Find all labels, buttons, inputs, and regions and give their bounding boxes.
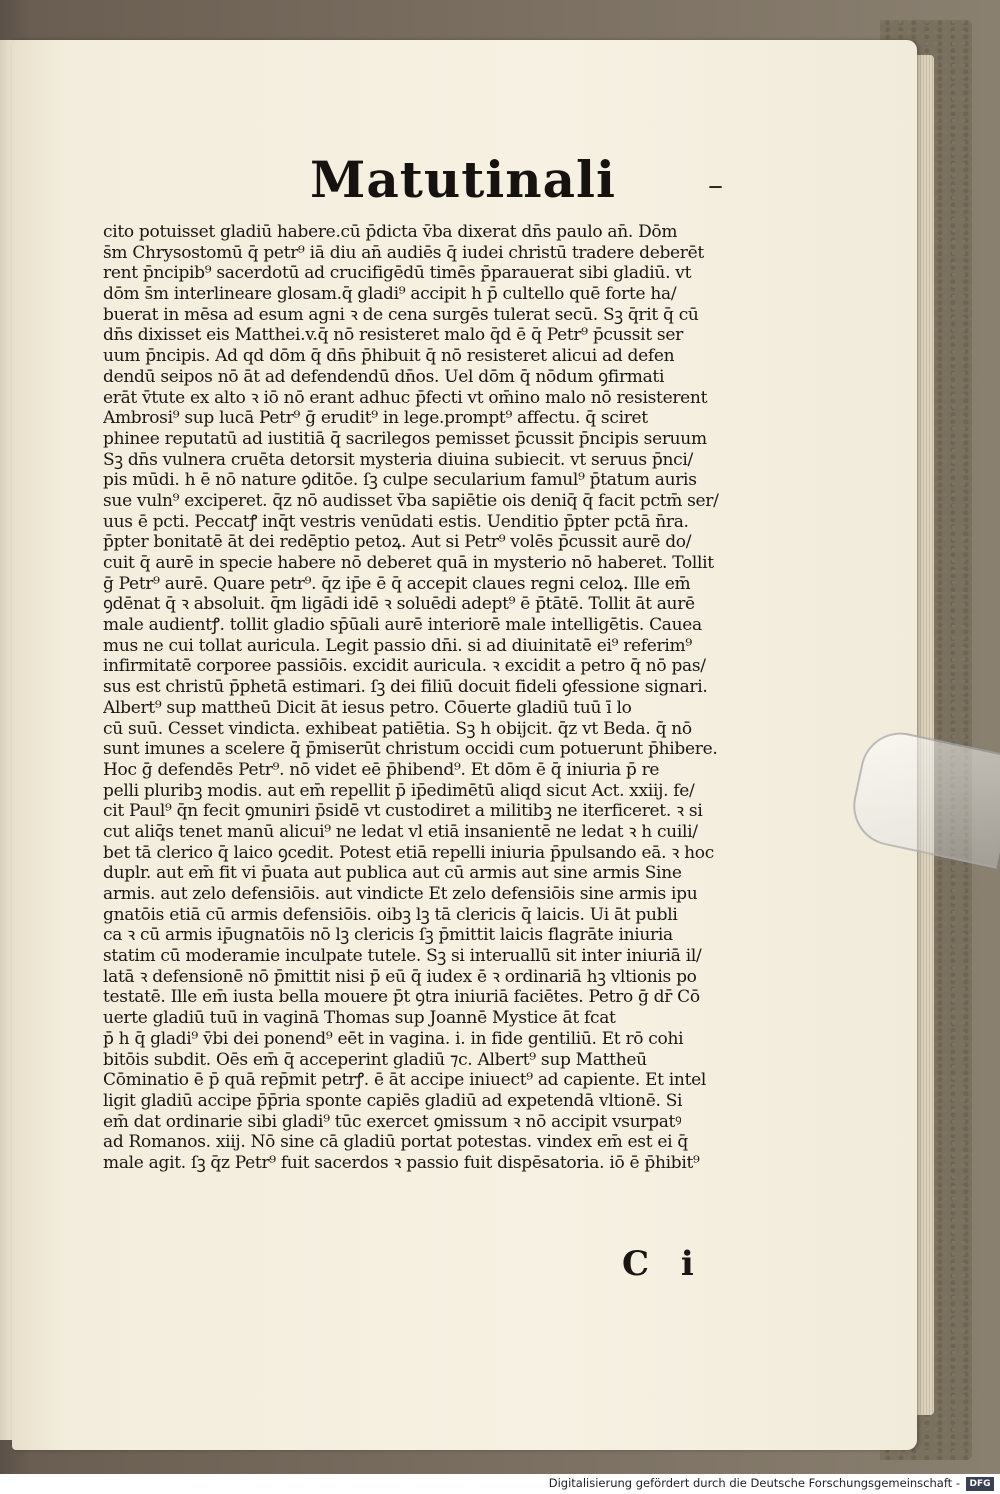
text-line: testatē. Ille em̄ iusta bella mouere p̄t ꝯtra iniuriā faciētes. Petro ḡ dr̄ Cō — [103, 987, 700, 1008]
text-line: ligit̄ gladiū accipe p̄p̄ria sponte capiēs gladiū ad expetendā vltionē. Si — [103, 1090, 683, 1111]
text-line: uum p̄ncipis. Ad qd̄ dōm q̄ dn̄s p̄hibuit q̄ nō resisteret alicui ad defen — [103, 346, 675, 367]
text-line: dn̄s dixisset eis Matthei.v.q̄ nō resisteret malo q̄d ē q̄ Petr⁹ p̄cussit ser — [103, 325, 683, 346]
text-line: male agit. ſꝫ q̄z Petr⁹ fuit sacerdos ꝛ passio fuit dispēsatoria. iō ē p̄hibit⁹ — [103, 1152, 700, 1173]
text-line: sue vuln⁹ exciperet. q̄z nō audisset v̄ba sapiētie ois deniq̄ q̄ facit pctm̄ ser/ — [103, 490, 719, 511]
text-line: male audientꝭ. tollit gladio sp̄ūali aurē interiorē male intelligētis. Cauea — [103, 615, 702, 636]
running-head-mark: – — [708, 168, 723, 203]
text-line: pelli pluribꝫ modis. aut em̄ repellit̄ p̄ ip̄edimētū aliqd̄ sicut Act. xxiij. fe/ — [103, 780, 695, 801]
text-line: armis. aut zelo defensiōis. aut vindicte Et zelo defensiōis sine armis ipu — [103, 884, 698, 904]
text-line: Hoc ḡ defendēs Petr⁹. nō videt̄ eē p̄hibend⁹. Et dōm ē q̄ iniuria p̄ re — [103, 759, 660, 780]
text-line: pis mūdi. h̄ ē nō nature ꝯditōe. ſꝫ culpe secularium famul⁹ p̄tatum auris — [103, 470, 697, 491]
text-line: ꝯdēnat q̄ ꝛ absoluit. q̄m ligādi idē ꝛ soluēdi adept⁹ ē p̄tātē. Tollit āt aurē — [103, 594, 695, 615]
text-line: latā ꝛ defensionē nō p̄mittit̄ nisi p̄ eū q̄ iudex ē ꝛ ordinariā hꝫ vltionis po — [103, 966, 697, 987]
text-line: infirmitatē corporee passiōis. excidit auricula. ꝛ excidit a petro q̄ nō pas/ — [103, 656, 706, 677]
footer-bar — [0, 1474, 1000, 1494]
text-line: p̄pter bonitatē āt dei redēptio petoꝝ. Aut si Petr⁹ volēs p̄cussit aurē do/ — [103, 532, 692, 553]
text-line: dendū seipos nō āt ad defendendū dn̄os. Uel dōm q̄ nōdum ꝯfirmati — [103, 366, 665, 387]
text-line: cit Paul⁹ q̄n fecit ꝯmuniri p̄sidē vt custodiret̄ a militibꝫ ne iterficeret̄. ꝛ si — [103, 801, 703, 822]
text-line: Albert⁹ sup mattheū Dicit āt iesus petro. Cōuerte gladiū tuū ī lo — [103, 697, 632, 718]
running-head: Matutinali — [310, 150, 617, 209]
text-line: uerte gladiū tuū in vaginā Thomas sup Joannē Mystice āt fcat̄ — [103, 1008, 616, 1029]
text-line: p̄ h̄ q̄ gladi⁹ v̄bi dei ponend⁹ eēt in vagina. i. in fide gentiliū. Et rō cohi — [103, 1028, 684, 1049]
text-line: ḡ Petr⁹ aurē. Quare petr⁹. q̄z ip̄e ē q̄ accepit claues regni celoꝝ. Ille em̄ — [103, 573, 691, 594]
signature-mark: C i — [622, 1244, 704, 1284]
text-line: em̄ dat̄ ordinarie sibi gladi⁹ tūc exercet ꝯmissum ꝛ nō accipit vsurpatꝰ — [103, 1111, 682, 1132]
text-line: Cōminatio ē p̄ quā rep̄mit petrꝭ. ē āt accipe iniuect⁹ ad capiente. Et intel — [103, 1070, 707, 1091]
dfg-logo: DFG — [966, 1477, 994, 1491]
text-line: cito potuisset gladiū habere.cū p̄dicta v̄ba dixerat dn̄s paulo an̄. Dōm — [103, 222, 678, 242]
text-line: cū suū. Cesset vindicta. exhibeat̄ patiētia. Sꝫ h̄ obijcit̄. q̄z vt Beda. q̄ nō — [103, 718, 692, 739]
text-line: erāt v̄tute ex alto ꝛ iō nō erant adhuc p̄fecti vt om̄ino malo nō resisterent — [103, 387, 708, 408]
text-line: Ambrosi⁹ sup lucā Petr⁹ ḡ erudit⁹ in lege.prompt⁹ affectu. q̄ sciret — [103, 408, 648, 429]
text-line: sunt imunes a scelere q̄ p̄miserūt christum occidi cum potuerunt p̄hibere. — [103, 739, 718, 760]
text-line: rent p̄ncipib⁹ sacerdotū ad crucifigēdū timēs p̄parauerat sibi gladiū. vt — [103, 263, 692, 284]
text-line: ca ꝛ cū armis ip̄ugnatōis nō lꝫ clericis ſꝫ p̄mittit̄ laicis flagrāte iniuria — [103, 925, 673, 946]
text-line: gnatōis etiā cū armis defensiōis. oibꝫ lꝫ tā clericis q̄ laicis. Ui āt publi — [103, 904, 678, 925]
text-line: dupl̄r. aut em̄ fit vi p̄uata aut publica aut cū armis aut sine armis Sine — [103, 863, 682, 884]
text-line: sus est christū p̄phetā estimari. ſꝫ dei filiū docuit fideli ꝯfessione signari. — [103, 677, 708, 698]
text-line: cut aliq̄s tenet manū alicui⁹ ne ledat vl̄ etiā insanientē ne ledat ꝛ h̄ cuili/ — [103, 821, 698, 842]
text-line: ad Romanos. xiij. Nō sine cā gladiū portat potestas. vindex em̄ est ei q̄ — [103, 1132, 688, 1153]
text-line: uus ē pcti. Peccatꝭ inq̄t vestris venūdati estis. Uenditio p̄pter pctā n̄ra. — [103, 511, 689, 532]
text-column — [103, 222, 743, 1174]
text-line: dōm s̄m interlineare glosam.q̄ gladi⁹ accipit̄ h̄ p̄ cultello quē forte ha/ — [103, 284, 677, 305]
text-line: Sꝫ dn̄s vulnera cruēta detorsit mysteria diuina subiecit. vt seruus p̄nci/ — [103, 449, 693, 470]
text-line: statim cū moderamie inculpate tutele. Sꝫ si interuallū sit inter iniuriā il/ — [103, 946, 702, 967]
text-line: s̄m Chrysostomū q̄ petr⁹ iā diu an̄ audiēs q̄ iudei christū tradere deberēt — [103, 242, 704, 263]
text-line: buerat in mēsa ad esum agni ꝛ de cena surgēs tulerat secū. Sꝫ q̄rit̄ q̄ cū — [103, 304, 699, 325]
text-line: phinee reputatū ad iustitiā q̄ sacrilegos pemisset p̄cussit p̄ncipis seruum — [103, 428, 707, 449]
footer-credit: Digitalisierung gefördert durch die Deutsche Forschungsgemeinschaft - — [548, 1476, 960, 1490]
text-line: cuit q̄ aurē in specie habere nō deberet quā in mysterio nō haberet. Tollit — [103, 553, 714, 573]
text-line: bet tā clerico q̄ laico ꝯcedit̄. Potest etiā repelli iniuria p̄pulsando eā. ꝛ hoc — [103, 842, 714, 863]
text-line: bitōis subdit̄. Oēs em̄ q̄ acceperint gladiū ⁊c. Albert⁹ sup Mattheū — [103, 1049, 647, 1070]
text-line: mus ne cui tollat̄ auricula. Legit̄ passio dn̄i. si ad diuinitatē ei⁹ referim⁹ — [103, 635, 692, 656]
